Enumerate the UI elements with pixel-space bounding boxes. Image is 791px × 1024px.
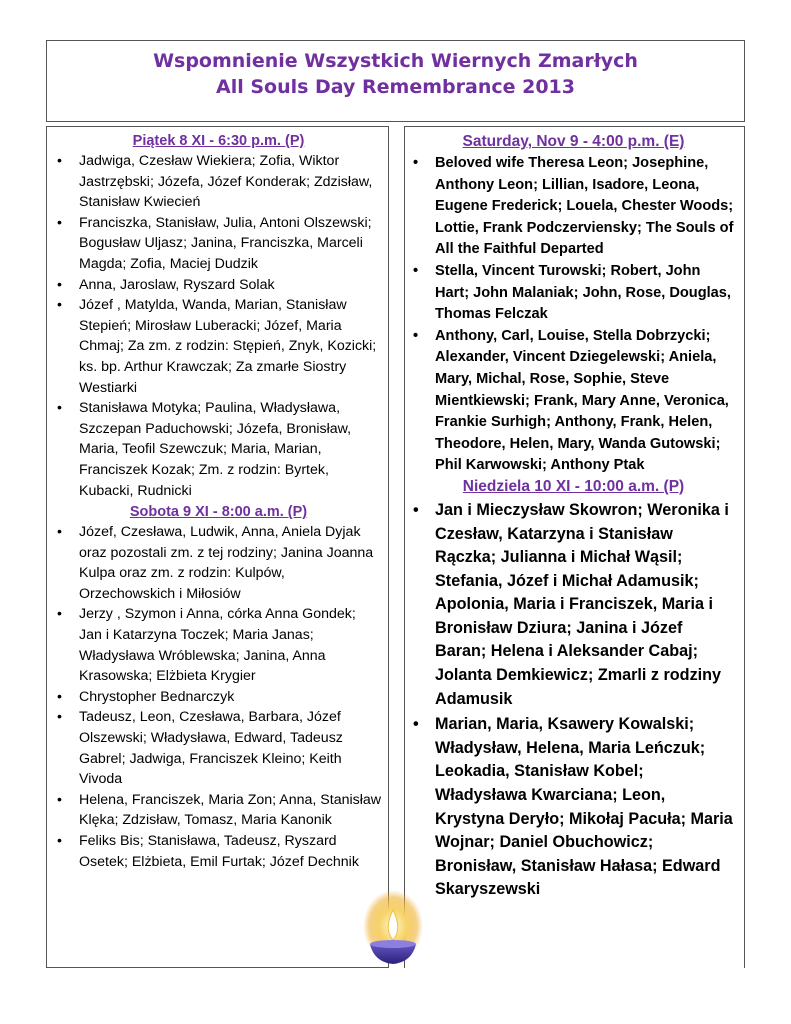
title-polish: Wspomnienie Wszystkich Wiernych Zmarłych [153,50,638,72]
list-item: • Anna, Jaroslaw, Ryszard Solak [55,275,382,296]
candle-icon [352,888,434,972]
list-item: • Chrystopher Bednarczyk [55,687,382,708]
list-item: • Helena, Franciszek, Maria Zon; Anna, Stanisław Klęka; Zdzisław, Tomasz, Maria Kanonik [55,790,382,831]
saturday-pl-list [55,522,382,872]
list-item: • Feliks Bis; Stanisława, Tadeusz, Ryszard Osetek; Elżbieta, Emil Furtak; Józef Dechnik [55,831,382,872]
list-item: • Józef , Matylda, Wanda, Marian, Stanisław Stepień; Mirosław Luberacki; Józef, Maria Chmaj; Za zm. z rodzin: Stępień, Znyk, Kozicki; ks. bp. Arthur Krawczak; Za zmarłe Siostry Westiarki [55,295,382,398]
friday-list [55,151,382,501]
heading-saturday-pl: Sobota 9 XI - 8:00 a.m. (P) [129,504,308,521]
right-column [404,126,745,968]
list-item: • Stanisława Motyka; Paulina, Władysława, Szczepan Paduchowski; Józefa, Bronisław, Maria, Teofil Szewczuk; Maria, Marian, Franciszek Kozak; Zm. z rodzin: Byrtek, Kubacki, Rudnicki [55,398,382,501]
title-box [46,40,745,122]
sunday-list [411,499,736,902]
saturday-en-list [411,153,736,477]
heading-sunday: Niedziela 10 XI - 10:00 a.m. (P) [462,477,685,495]
list-item: • Stella, Vincent Turowski; Robert, John Hart; John Malaniak; John, Rose, Douglas, Thomas Felczak [411,261,736,326]
heading-friday: Piątek 8 XI - 6:30 p.m. (P) [132,133,305,149]
list-item: • Tadeusz, Leon, Czesława, Barbara, Józef Olszewski; Władysława, Edward, Tadeusz Gabrel; Jadwiga, Franciszek Kleino; Keith Vivoda [55,707,382,789]
list-item: • Jerzy , Szymon i Anna, córka Anna Gondek; Jan i Katarzyna Toczek; Maria Janas; Władysława Wróblewska; Janina, Anna Krasowska; Elżbieta Krygier [55,604,382,686]
heading-saturday-en: Saturday, Nov 9 - 4:00 p.m. (E) [462,133,685,150]
list-item: • Anthony, Carl, Louise, Stella Dobrzycki; Alexander, Vincent Dziegelewski; Aniela, Mary, Michal, Rose, Sophie, Steve Mientkiewski; Frank, Mary Anne, Veronica, Frankie Surhigh; Anthony, Frank, Helen, Theodore, Helen, Mary, Wanda Gutowski; Phil Karwowski; Anthony Ptak [411,326,736,477]
list-item: • Jan i Mieczysław Skowron; Weronika i Czesław, Katarzyna i Stanisław Rączka; Julianna i Michał Wąsil; Stefania, Józef i Michał Adamusik; Apolonia, Maria i Franciszek, Maria i Bronisław Dziura; Janina i Józef Baran; Helena i Aleksander Cabaj; Jolanta Demkiewicz; Zmarli z rodziny Adamusik [411,499,736,711]
list-item: • Józef, Czesława, Ludwik, Anna, Aniela Dyjak oraz pozostali zm. z tej rodziny; Janina Joanna Kulpa oraz zm. z rodzin: Kulpów, Orzechowskich i Miłosiów [55,522,382,604]
list-item: • Jadwiga, Czesław Wiekiera; Zofia, Wiktor Jastrzębski; Józefa, Józef Konderak; Zdzisław, Stanisław Kwiecień [55,151,382,213]
title-english: All Souls Day Remembrance 2013 [215,76,575,98]
left-column [46,126,389,968]
list-item: • Marian, Maria, Ksawery Kowalski; Władysław, Helena, Maria Leńczuk; Leokadia, Stanisław Kobel; Władysława Kwarciana; Leon, Krystyna Deryło; Mikołaj Pacuła; Maria Wojnar; Daniel Obuchowicz; Bronisław, Stanisław Hałasa; Edward Skaryszewski [411,713,736,902]
list-item: • Beloved wife Theresa Leon; Josephine, Anthony Leon; Lillian, Isadore, Leona, Eugene Frederick; Louela, Chester Woods; Lottie, Frank Podczerviensky; The Souls of All the Faithful Departed [411,153,736,261]
list-item: • Franciszka, Stanisław, Julia, Antoni Olszewski; Bogusław Uljasz; Janina, Franciszka, Marceli Magda; Zofia, Maciej Dudzik [55,213,382,275]
